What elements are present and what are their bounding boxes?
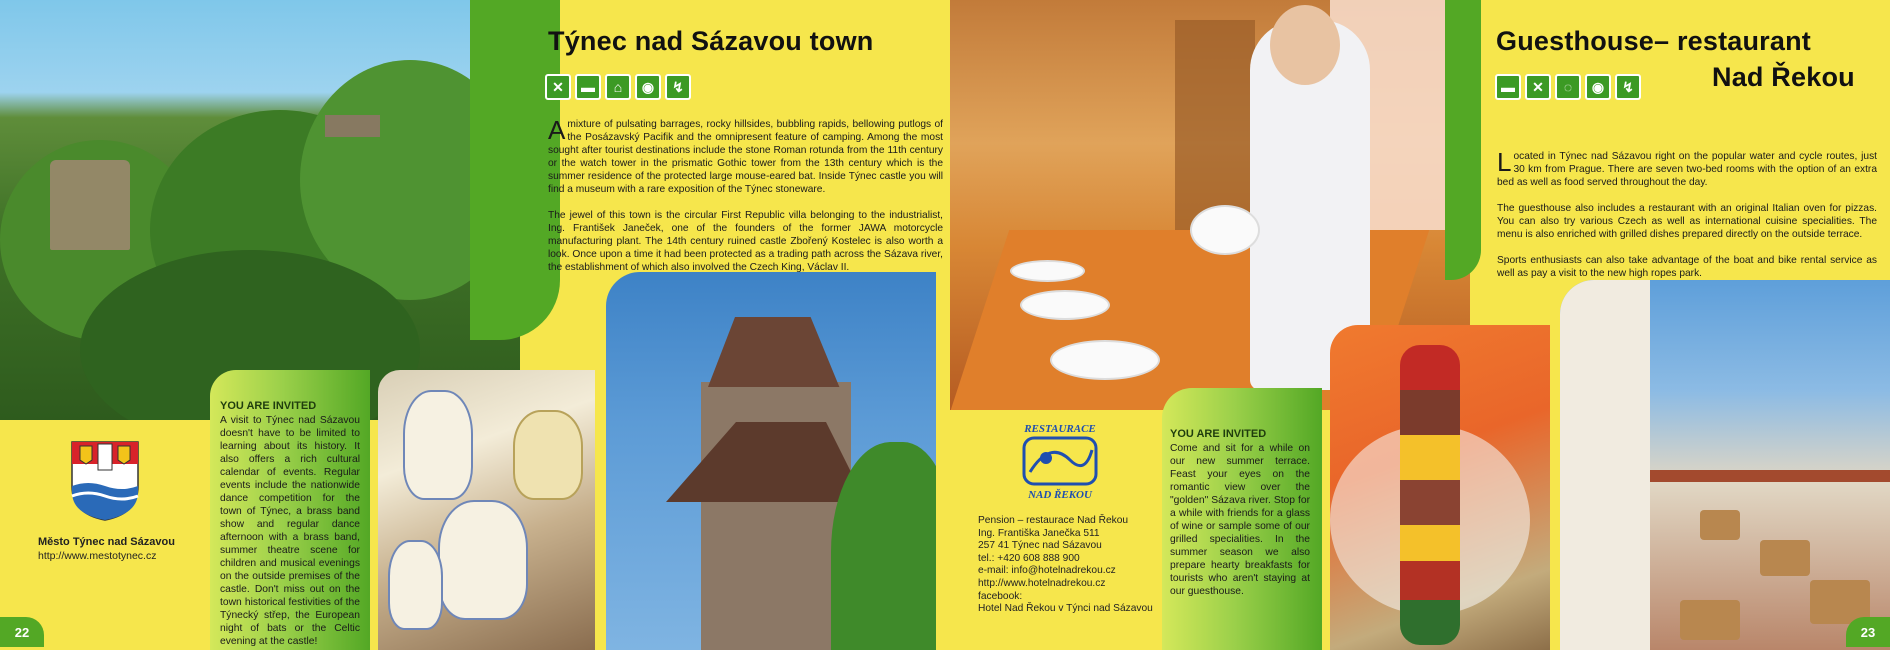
town-website-link[interactable]: http://www.mestotynec.cz xyxy=(38,550,157,562)
contact-line: 257 41 Týnec nad Sázavou xyxy=(978,540,1102,552)
restaurant-logo xyxy=(1010,420,1110,502)
contact-website-link[interactable]: http://www.hotelnadrekou.cz xyxy=(978,577,1106,589)
invite-card-right xyxy=(1162,388,1322,650)
guesthouse-contact xyxy=(978,515,1153,616)
logo-text-top: RESTAURACE xyxy=(1024,423,1096,435)
page-title-tynec: Týnec nad Sázavou town xyxy=(548,26,874,56)
tractor-icon: ◉ xyxy=(635,74,661,100)
amenity-icons-right xyxy=(1495,74,1641,100)
invite-text-right: Come and sit for a while on our new summer terrace. Feast your eyes on the romantic view over the "golden" Sázava river. Stop for a while with friends for a glass of wine or sample some of our grilled specialities. In the summer season we also prepare hearty breakfasts for tourists who aren't staying at our guesthouse. xyxy=(1170,443,1310,597)
grilled-skewer-photo xyxy=(1330,325,1550,650)
page-title-guesthouse-line-2: Nad Řekou xyxy=(1712,62,1855,92)
tractor-icon: ◉ xyxy=(1585,74,1611,100)
fishing-icon: ↯ xyxy=(1615,74,1641,100)
green-decor-band-right xyxy=(1445,0,1481,280)
town-paragraph-2: The jewel of this town is the circular First Republic villa belonging to the industrialist, Ing. František Janeček, one of the founders of the former JAWA motorcycle manufacturing plant. The 14th century ruined castle Zbořený Kostelec is also worth a look. Once upon a time it had been protected as a trading path across the Sázava river, the establishment of which also involved the Czech King, Václav II. xyxy=(548,210,943,273)
museum-icon: ⌂ xyxy=(605,74,631,100)
town-crest-icon xyxy=(70,440,140,522)
town-description xyxy=(548,115,943,287)
invite-heading-right: YOU ARE INVITED xyxy=(1170,428,1267,440)
page-title-guesthouse-line-1: Guesthouse– restaurant xyxy=(1496,26,1811,56)
drop-cap: A xyxy=(548,115,566,145)
guesthouse-paragraph-1: Located in Týnec nad Sázavou right on the popular water and cycle routes, just 30 km from Prague. There are seven two-bed rooms with the option of an extra bed as well as food served throughout the day. xyxy=(1497,147,1877,188)
wifi-icon: ◌ xyxy=(1555,74,1581,100)
town-name: Město Týnec nad Sázavou xyxy=(38,536,175,548)
guesthouse-paragraph-3: Sports enthusiasts can also take advantage of the boat and bike rental service as well as pay a visit to the new high ropes park. xyxy=(1497,255,1877,279)
invite-card-left xyxy=(210,370,370,650)
bed-icon: ▬ xyxy=(575,74,601,100)
contact-line: Ing. Františka Janečka 511 xyxy=(978,527,1100,539)
stoneware-photo xyxy=(378,370,595,650)
restaurant-icon: ✕ xyxy=(1525,74,1551,100)
contact-line: Pension – restaurace Nad Řekou xyxy=(978,515,1129,526)
logo-text-bottom: NAD ŘEKOU xyxy=(1028,489,1092,501)
guesthouse-paragraph-2: The guesthouse also includes a restaurant with an original Italian oven for pizzas. You can also try various Czech as well as international cuisine specialities. The menu is also enriched with grilled dishes prepared directly on the outside terrace. xyxy=(1497,203,1877,240)
gothic-tower-photo xyxy=(606,272,936,650)
summer-terrace-photo xyxy=(1560,280,1890,650)
invite-heading: YOU ARE INVITED xyxy=(220,400,317,412)
drop-cap-right: L xyxy=(1497,147,1512,177)
town-paragraph-1: A mixture of pulsating barrages, rocky hillsides, bubbling rapids, bellowing putlogs of the Posázavský Pacifik and the omnipresent feature of camping. Among the most sought after tourist destinations include the stone Roman rotunda from the 11th century or the watch tower in the prismatic Gothic tower from the 13th century which is the summer residence of the protected large mouse-eared bat. Inside Týnec castle you will find a museum with a rare exposition of the Týnec stoneware. xyxy=(548,115,943,195)
page-number-right: 23 xyxy=(1846,617,1890,647)
guesthouse-description xyxy=(1497,147,1877,293)
contact-line: facebook: xyxy=(978,590,1023,602)
contact-phone: tel.: +420 608 888 900 xyxy=(978,552,1080,564)
castle-hill-photo xyxy=(0,0,520,420)
page-number-left: 22 xyxy=(0,617,44,647)
contact-facebook-link[interactable]: Hotel Nad Řekou v Týnci nad Sázavou xyxy=(978,603,1153,615)
invite-text: A visit to Týnec nad Sázavou doesn't have to be limited to learning about its history. It also offers a rich cultural calendar of events. Regular events include the nationwide dance competition for the town of Týnec, a brass band show and regular dance afternoon with a brass band, summer theatre scene for children and musical evenings on the outside premises of the castle. Don't miss out on the town historical festivities of the Týnecký střep, the European night of bats or the Celtic evening at the castle! xyxy=(220,415,360,647)
green-decor-band xyxy=(470,0,560,340)
contact-email[interactable]: e-mail: info@hotelnadrekou.cz xyxy=(978,565,1116,577)
restaurant-icon: ✕ xyxy=(545,74,571,100)
fishing-icon: ↯ xyxy=(665,74,691,100)
bed-icon: ▬ xyxy=(1495,74,1521,100)
amenity-icons-left xyxy=(545,74,691,100)
